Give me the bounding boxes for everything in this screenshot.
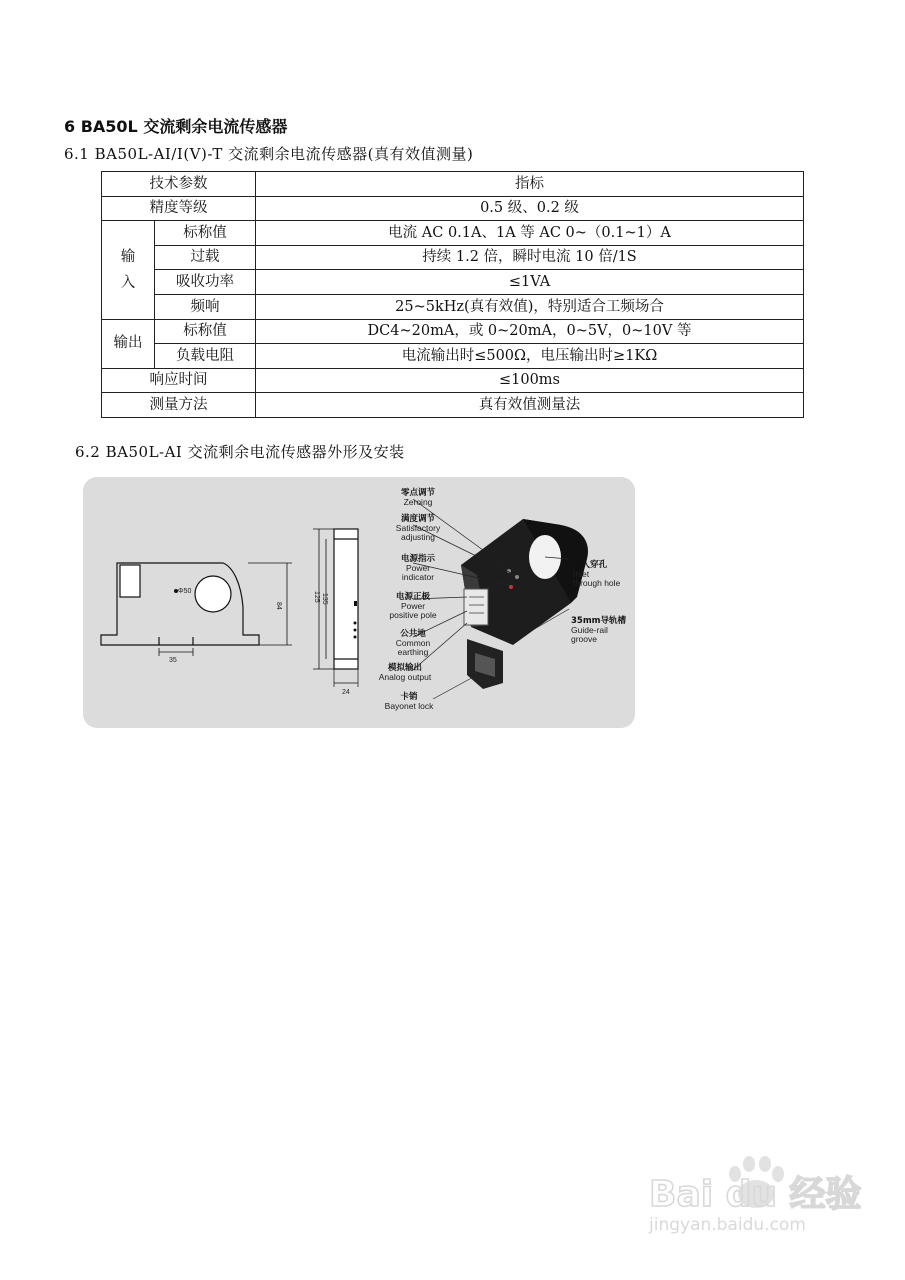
row-value: ≤1VA xyxy=(256,270,804,295)
side-view-drawing xyxy=(313,529,358,687)
table-row xyxy=(102,196,804,221)
table-row xyxy=(102,245,804,270)
sensor-photo xyxy=(461,519,588,689)
dim-h2-label: 135 xyxy=(321,593,328,605)
callout-common-cn: 公共地 xyxy=(400,629,426,639)
callout-power-indicator-cn: 电源指示 xyxy=(400,554,436,564)
watermark-brand: Bai du 经验 xyxy=(649,1174,862,1215)
table-row xyxy=(102,270,804,295)
row-value: 电流 AC 0.1A、1A 等 AC 0~（0.1~1）A xyxy=(256,221,804,246)
callout-zeroing-cn: 零点调节 xyxy=(400,488,436,498)
output-group-label: 输出 xyxy=(102,319,155,368)
callout-full-scale-cn: 满度调节 xyxy=(400,514,436,524)
row-label: 响应时间 xyxy=(102,368,256,393)
callout-rail-en2: groove xyxy=(571,634,597,644)
row-label: 吸收功率 xyxy=(155,270,256,295)
table-row xyxy=(102,221,804,246)
dim-h1-label: 125 xyxy=(313,591,320,603)
header-value: 指标 xyxy=(256,172,804,197)
watermark-url: jingyan.baidu.com xyxy=(649,1215,806,1235)
callout-bayonet-en: Bayonet lock xyxy=(384,701,434,711)
row-label: 测量方法 xyxy=(102,393,256,418)
row-label: 过载 xyxy=(155,245,256,270)
row-label: 标称值 xyxy=(155,221,256,246)
row-value: 真有效值测量法 xyxy=(256,393,804,418)
row-value: DC4~20mA，或 0~20mA，0~5V，0~10V 等 xyxy=(256,319,804,344)
dim-height-label: 84 xyxy=(275,602,282,610)
row-label: 频响 xyxy=(155,294,256,319)
front-view-drawing xyxy=(101,563,292,656)
header-param: 技术参数 xyxy=(102,172,256,197)
table-row xyxy=(102,344,804,369)
callout-inlet-en2: through hole xyxy=(573,578,621,588)
callout-common-en2: earthing xyxy=(397,647,429,657)
dim-depth-label: 24 xyxy=(342,689,350,696)
callout-analog-cn: 模拟输出 xyxy=(387,663,423,673)
callout-inlet-en: Inlet xyxy=(573,569,590,579)
row-label: 精度等级 xyxy=(102,196,256,221)
sensor-figure xyxy=(83,477,635,728)
dim-width-label: 35 xyxy=(169,657,177,664)
table-row xyxy=(102,294,804,319)
callout-positive-en: Power xyxy=(400,601,426,611)
section-heading: 6 BA50L 交流剩余电流传感器 xyxy=(64,117,288,136)
row-value: ≤100ms xyxy=(256,368,804,393)
callout-full-scale-en: Satisfactory xyxy=(395,523,441,533)
callout-positive-cn: 电源正极 xyxy=(395,592,431,602)
row-value: 电流输出时≤500Ω，电压输出时≥1KΩ xyxy=(256,344,804,369)
table-row xyxy=(102,368,804,393)
callout-positive-en2: positive pole xyxy=(389,610,437,620)
subsection-6-1-title: 6.1 BA50L-AI/I(V)-T 交流剩余电流传感器(真有效值测量) xyxy=(64,145,474,163)
callout-rail-en: Guide-rail xyxy=(571,625,608,635)
baidu-watermark xyxy=(645,1150,875,1240)
subsection-6-2-title: 6.2 BA50L-AI 交流剩余电流传感器外形及安装 xyxy=(75,443,405,461)
dim-hole-label: Φ50 xyxy=(178,588,192,595)
callout-rail-cn: 35mm导轨槽 xyxy=(571,616,627,626)
callout-zeroing-en: Zeroing xyxy=(403,497,433,507)
table-header-row xyxy=(102,172,804,197)
row-label: 负载电阻 xyxy=(155,344,256,369)
input-group-label xyxy=(102,221,155,319)
table-row xyxy=(102,319,804,344)
callout-full-scale-en2: adjusting xyxy=(400,532,436,542)
callout-common-en: Common xyxy=(395,638,431,648)
spec-table xyxy=(101,171,804,418)
callout-analog-en: Analog output xyxy=(378,672,432,682)
sensor-drawing xyxy=(83,477,635,728)
row-value: 持续 1.2 倍，瞬时电流 10 倍/1S xyxy=(256,245,804,270)
input-group-char: 入 xyxy=(120,274,136,291)
row-label: 标称值 xyxy=(155,319,256,344)
callout-power-indicator-en2: indicator xyxy=(401,572,435,582)
hole-marker xyxy=(174,589,178,593)
row-value: 25~5kHz(真有效值)，特别适合工频场合 xyxy=(256,294,804,319)
callout-bayonet-cn: 卡销 xyxy=(400,692,418,702)
row-value: 0.5 级、0.2 级 xyxy=(256,196,804,221)
table-row xyxy=(102,393,804,418)
input-group-char: 输 xyxy=(120,248,136,265)
callout-inlet-cn: 输入穿孔 xyxy=(573,560,608,570)
callout-power-indicator-en: Power xyxy=(405,563,431,573)
